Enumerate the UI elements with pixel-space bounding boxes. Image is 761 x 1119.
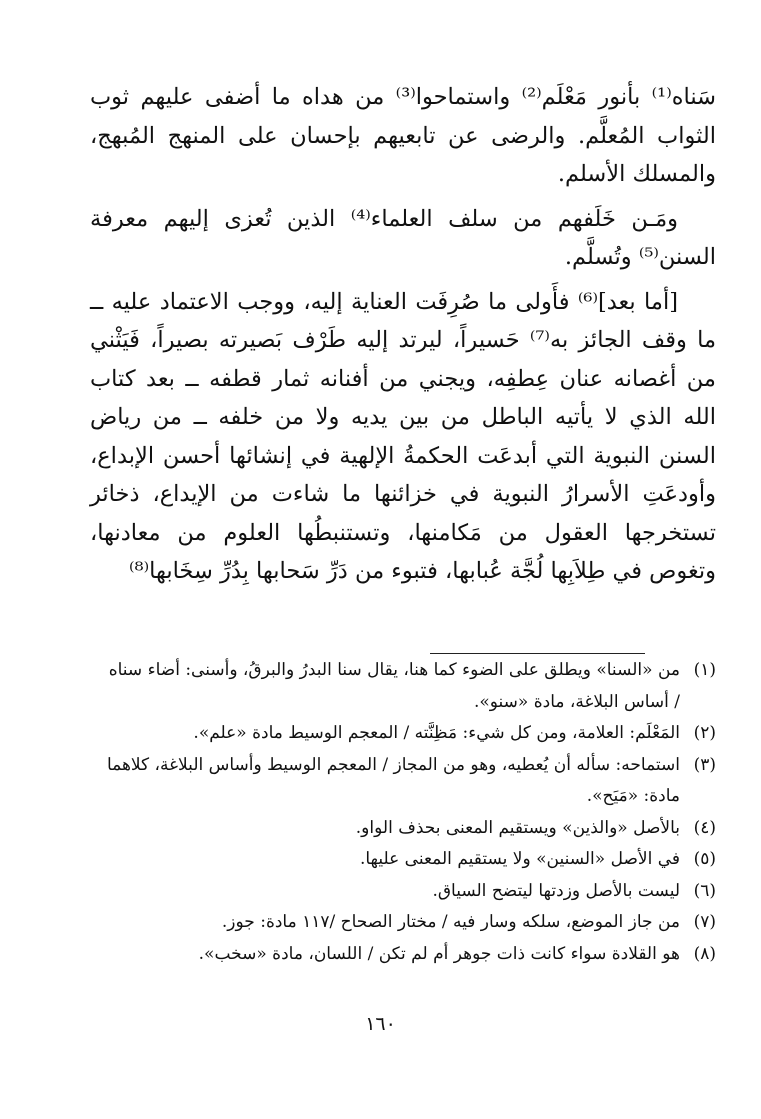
footnote-3: [100, 750, 716, 813]
body-paragraph-2: ومَـن خَلَفهم من سلف العلماء⁽⁴⁾ الذين تُعزى إليهم معرفة السنن⁽⁵⁾ وتُسلَّم.: [90, 205, 716, 270]
footnote-number: (٥): [693, 849, 716, 869]
footnote-8: [100, 939, 716, 971]
footnote-number: (٨): [693, 943, 716, 964]
footnote-6: [100, 876, 716, 908]
page-number: ١٦٠: [365, 1013, 396, 1035]
footnote-text: بالأصل «والذين» ويستقيم المعنى بحذف الواو.: [355, 817, 680, 838]
footnote-number: (١): [693, 660, 716, 680]
main-text: [90, 78, 716, 591]
footnote-text: من «السنا» ويطلق على الضوء كما هنا، يقال سنا البدرُ والبرقُ، وأسنى: أضاء سناه / أساس البلاغة، مادة «سنو».: [108, 660, 680, 712]
footnote-separator: [430, 653, 645, 654]
footnote-text: في الأصل «السنين» ولا يستقيم المعنى عليها.: [359, 849, 680, 869]
footnote-number: (٦): [693, 880, 716, 901]
footnote-1: [100, 655, 716, 718]
footnote-text: هو القلادة سواء كانت ذات جوهر أم لم تكن / اللسان، مادة «سخب».: [198, 943, 680, 964]
body-paragraph-3: [أما بعد]⁽⁶⁾ فأَولى ما صُرِفَت العناية إليه، ووجب الاعتماد عليه ــ ما وقف الجائز به⁽⁷⁾ حَسيراً، ليرتد إليه طَرْف بَصيرته بصيراً، فَيَثْني من أغصانه عنان عِطفِه، ويجني من أفنانه ثمار قطفه ــ بعد كتاب الله الذي لا يأتيه الباطل من بين يديه ولا من خلفه ــ من رياض السنن النبوية التي أبدعَت الحكمةُ الإلهية في إنشائها أحسن الإبداع، وأودعَتِ الأسرارُ النبوية في خزائنها ما شاءت من الإيداع، ذخائر تستخرجها العقول من مَكامنها، وتستنبطُها العلوم من معادنها، وتغوص في طِلاَبِها لُجَّة عُبابها، فتبوء من دَرِّ سَحابها بِدُرِّ سِخَابها⁽⁸⁾: [90, 288, 717, 584]
footnote-number: (٣): [693, 754, 716, 775]
footnote-2: [100, 718, 716, 750]
footnote-4: [100, 813, 716, 845]
footnote-number: (٤): [693, 817, 716, 838]
footnote-number: (٧): [693, 912, 716, 932]
body-paragraph-1: سَناه⁽¹⁾ بأنور مَعْلَم⁽²⁾ واستماحوا⁽³⁾ من هداه ما أضفى عليهم ثوب الثواب المُعلَّم. والرضى عن تابعيهم بإحسان على المنهج المُبهج، والمسلك الأسلم.: [90, 84, 716, 187]
footnote-text: المَعْلَم: العلامة، ومن كل شيء: مَظِنَّته / المعجم الوسيط مادة «علم».: [193, 723, 680, 743]
footnote-text: ليست بالأصل وزدتها ليتضح السياق.: [432, 880, 680, 901]
footnote-5: [100, 844, 716, 876]
footnotes: [100, 655, 716, 970]
footnote-number: (٢): [693, 723, 716, 743]
footnote-text: استماحه: سأله أن يُعطيه، وهو من المجاز / المعجم الوسيط وأساس البلاغة، كلاهما مادة: «مَيَح».: [106, 754, 680, 806]
footnote-7: [100, 907, 716, 939]
footnote-text: من جاز الموضع، سلكه وسار فيه / مختار الصحاح /١١٧ مادة: جوز.: [221, 912, 680, 932]
